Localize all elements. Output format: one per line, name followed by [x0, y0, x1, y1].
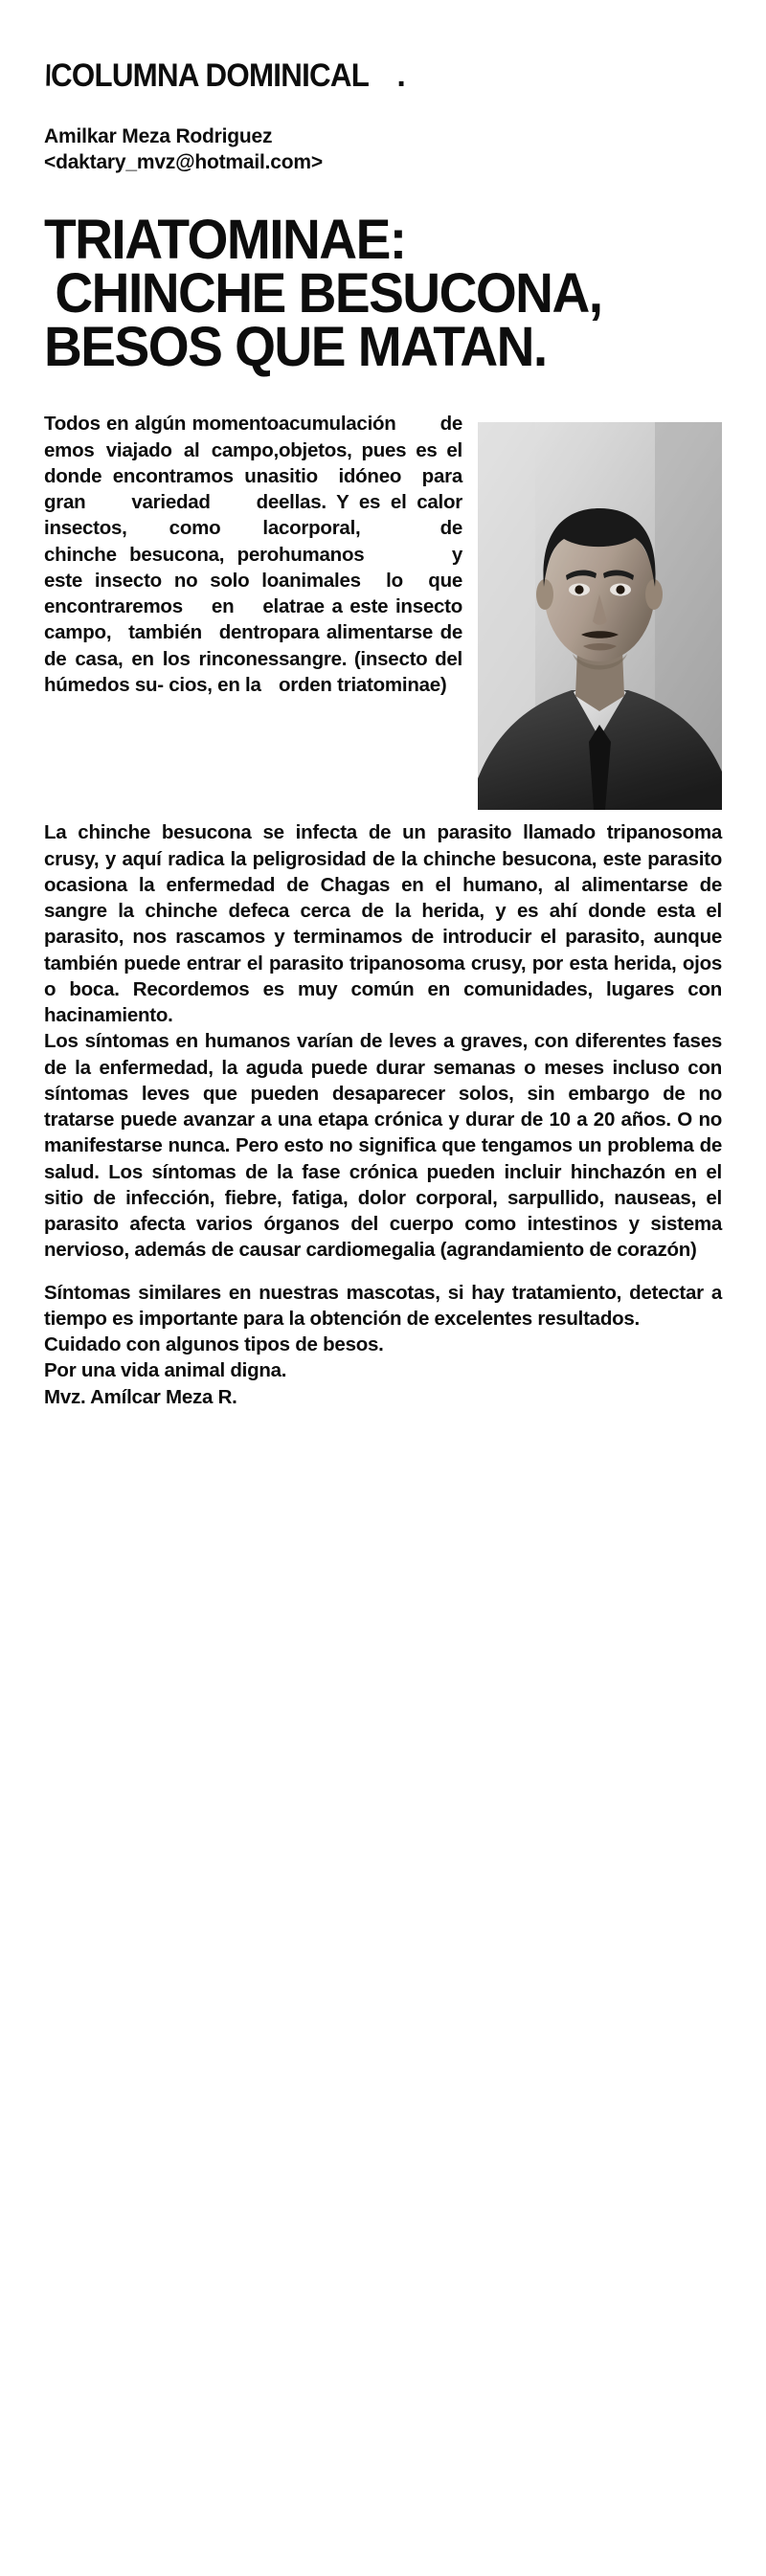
- article-closing-2: Cuidado con algunos tipos de besos.: [44, 1333, 384, 1356]
- article-signature: Mvz. Amílcar Meza R.: [44, 1385, 237, 1408]
- article-paragraph-2: La chinche besucona se infecta de un parasito llamado tripanosoma crusy, y aquí radica la peligrosidad de la chinche besucona, este parasito ocasiona la enfermedad de Chagas en el humano, al alimentarse de sangre la chinche defeca cerca de la herida, y es ahí donde esta el parasito, nos rascamos y terminamos de introducir el parasito, aunque también puede entrar el parasito tripanosoma crusy, por esta herida, ojos o boca. Recordemos es muy común en comunidades, lugares con hacinamiento.: [44, 821, 722, 1027]
- kicker-label: COLUMNA DOMINICAL: [51, 57, 370, 94]
- page-title: [44, 208, 722, 379]
- column-kicker: [40, 57, 722, 94]
- article-paragraph-3: Los síntomas en humanos varían de leves a graves, con diferentes fases de la enfermedad, la aguda puede durar semanas o meses incluso con síntomas leves que pueden desaparecer solos, sin embargo de no tratarse puede avanzar a una etapa crónica y durar de 10 a 20 años. O no manifestarse nunca. Pero esto no significa que tengamos un problema de salud. Los síntomas de la fase crónica pueden incluir hinchazón en el sitio de infección, fiebre, fatiga, dolor corporal, sarpullido, nauseas, el parasito afecta varios órganos del cuerpo como intestinos y sistema nervioso, además de causar cardiomegalia (agrandamiento de corazón): [44, 1030, 722, 1262]
- byline-author: Amilkar Meza Rodriguez: [44, 125, 273, 147]
- article-body: [44, 411, 722, 1410]
- headline-line-1: TRIATOMINAE:: [44, 208, 406, 271]
- kicker-period: .: [396, 57, 406, 94]
- headline-line-3: BESOS QUE MATAN.: [44, 316, 547, 379]
- article-closing-1: Síntomas similares en nuestras mascotas, si hay tratamiento, detectar a tiempo es importante para la obtención de excelentes resultados.: [44, 1281, 722, 1330]
- paragraph-spacer: [44, 1264, 722, 1280]
- article-closing-3: Por una vida animal digna.: [44, 1359, 287, 1382]
- headline-line-2: CHINCHE BESUCONA,: [55, 261, 602, 325]
- article-paragraph-1: acumulación de objetos, pues es el sitio idóneo para ellas. Y es el calor corporal, de humanos y animales lo que atrae a este insecto para alimentarse de sangre. (insecto del orden triatominae): [279, 413, 462, 696]
- kicker-slash-mark: \: [40, 60, 54, 92]
- author-portrait-photo: [478, 422, 722, 810]
- portrait-illustration: [478, 422, 722, 810]
- byline: [44, 124, 722, 176]
- byline-email: <daktary_mvz@hotmail.com>: [44, 150, 323, 173]
- article-lede: Todos en algún momento emos viajado al campo, donde encontramos una gran variedad de insectos, como la chinche besucona, pero este insecto no solo lo encontraremos en el campo, también dentro de casa, en los rincones húmedos su- cios, en la: [44, 413, 279, 696]
